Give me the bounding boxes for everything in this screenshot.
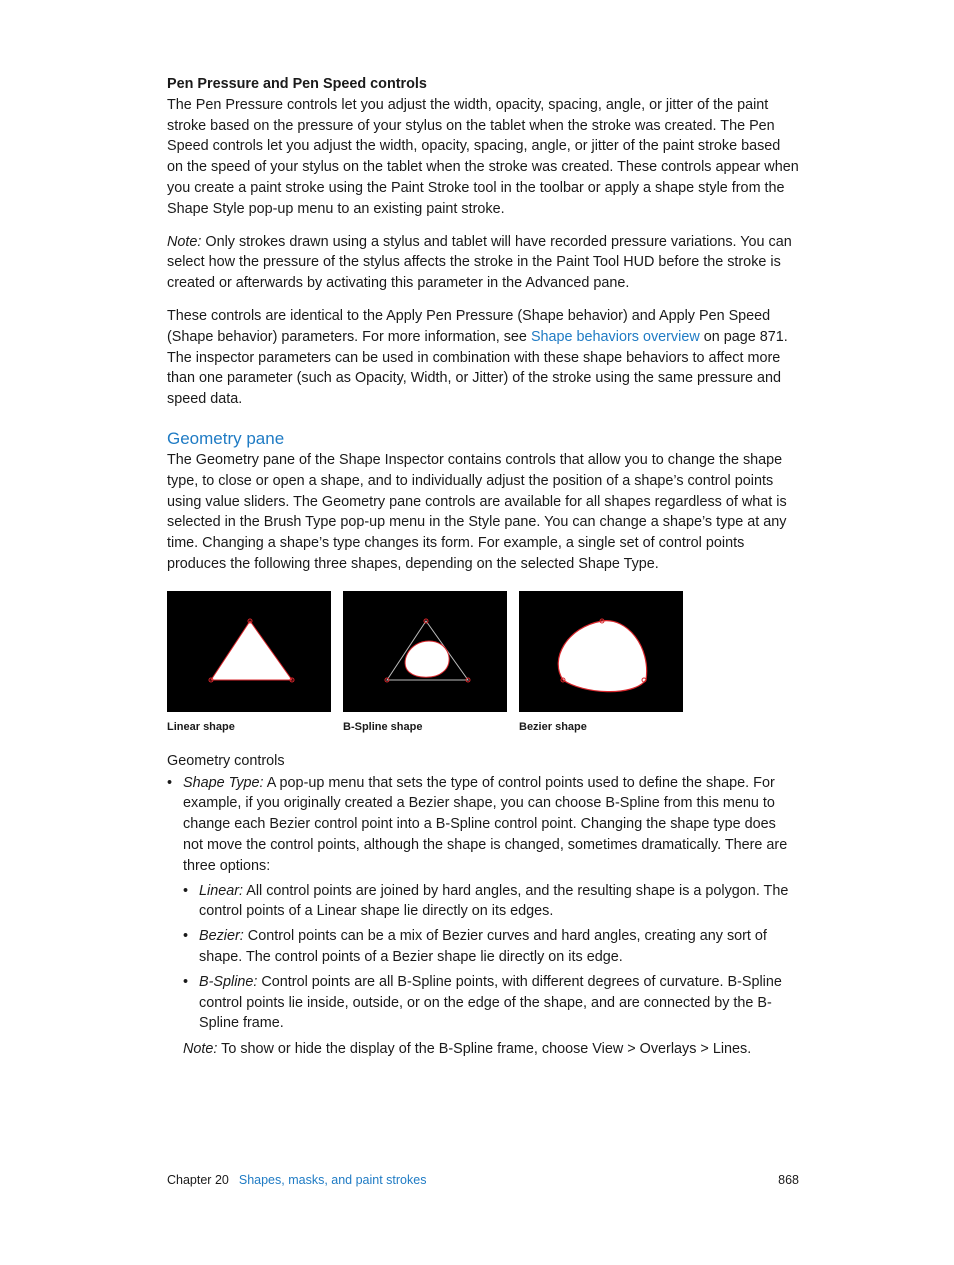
page-footer — [167, 1173, 799, 1187]
option-text: Control points are all B-Spline points, with different degrees of curvature. B-Spline control points lie inside, outside, or on the edge of the shape, and are connected by the B-Spline frame. — [199, 973, 782, 1032]
chapter-name-link[interactable]: Shapes, masks, and paint strokes — [238, 1173, 427, 1187]
pen-behaviors-paragraph — [167, 306, 799, 410]
option-text: All control points are joined by hard angles, and the resulting shape is a polygon. The control points of a Linear shape lie directly on its edges. — [199, 882, 789, 920]
pen-note — [167, 232, 799, 294]
option-text: Control points can be a mix of Bezier curves and hard angles, creating any sort of shape. The control points of a Bezier shape lie directly on its edge. — [199, 928, 767, 965]
pen-controls-heading: Pen Pressure and Pen Speed controls — [167, 76, 427, 92]
figure-caption: Bezier shape — [519, 720, 587, 733]
shape-type-text: A pop-up menu that sets the type of control points used to define the shape. For example, if you originally created a Bezier shape, you can choose B-Spline from this menu to change each Bezier control point into a B-Spline control point. Changing the shape type does not move the control points, although the shape is changed, sometimes dramatically. There are three options: — [183, 774, 788, 874]
shape-type-bullet — [167, 773, 799, 877]
bezier-option-bullet — [167, 926, 799, 968]
bullet-icon: • — [183, 973, 189, 990]
para-text: These controls are identical to the Apply Pen Pressure (Shape behavior) and Apply Pen Speed (Shape behavior) parameters. For more information, see — [167, 307, 771, 345]
linear-shape-image — [167, 591, 331, 712]
bullet-icon: • — [167, 774, 173, 791]
bspline-shape-figure — [343, 591, 507, 733]
note-text: To show or hide the display of the B-Spline frame, choose View > Overlays > Lines. — [217, 1041, 752, 1058]
bezier-shape-image — [519, 591, 683, 712]
bspline-option-bullet — [167, 972, 799, 1034]
geometry-pane-title: Geometry pane — [167, 428, 285, 448]
bullet-icon: • — [183, 928, 189, 945]
bspline-frame-note — [167, 1039, 799, 1060]
note-text: Only strokes drawn using a stylus and tablet will have recorded pressure variations. You can select how the pressure of the stylus affects the stroke in the Paint Tool HUD before the stroke is created or afterwards by activating this parameter in the Advanced pane. — [167, 233, 792, 292]
shape-type-label: Shape Type: — [183, 774, 264, 791]
linear-option-bullet — [167, 881, 799, 923]
note-label: Note: — [167, 233, 202, 250]
bullet-icon: • — [183, 882, 189, 899]
figure-caption: Linear shape — [167, 720, 235, 733]
figure-caption: B-Spline shape — [343, 720, 423, 733]
bezier-shape-figure — [519, 591, 683, 733]
geometry-intro: The Geometry pane of the Shape Inspector contains controls that allow you to change the shape type, to close or open a shape, and to individually adjust the position of a shape’s control points using value sliders. The Geometry pane controls are available for all shapes regardless of what is selected in the Brush Type pop-up menu in the Style pane. You can change a shape’s type at any time. Changing a shape’s type changes its form. For example, a single set of control points produces the following three shapes, depending on the selected Shape Type. — [167, 451, 787, 572]
page-content — [167, 74, 799, 1060]
para-text: on page 871. The inspector parameters can be used in combination with these shape behaviors to affect more than one parameter (such as Opacity, Width, or Jitter) of the stroke using the same pressure and speed data. — [167, 328, 788, 408]
chapter-number: Chapter 20 — [167, 1173, 229, 1187]
option-label: Bezier: — [199, 928, 244, 945]
shape-behaviors-link[interactable]: Shape behaviors overview — [530, 328, 700, 345]
shape-figures — [167, 591, 799, 733]
note-label: Note: — [183, 1041, 218, 1058]
option-label: B-Spline: — [199, 973, 258, 990]
geometry-controls-heading: Geometry controls — [167, 752, 285, 769]
page-number: 868 — [778, 1173, 799, 1187]
linear-shape-figure — [167, 591, 331, 733]
pen-controls-paragraph: The Pen Pressure controls let you adjust the width, opacity, spacing, angle, or jitter of the paint stroke based on the pressure of your stylus on the tablet when the stroke was created. The Pen Speed controls let you adjust the width, opacity, spacing, angle, or jitter of the paint stroke based on the speed of your stylus on the tablet when the stroke was created. These controls appear when you create a paint stroke using the Paint Stroke tool in the toolbar or apply a shape style from the Shape Style pop-up menu to an existing paint stroke. — [167, 96, 799, 217]
option-label: Linear: — [199, 882, 244, 899]
bspline-shape-image — [343, 591, 507, 712]
